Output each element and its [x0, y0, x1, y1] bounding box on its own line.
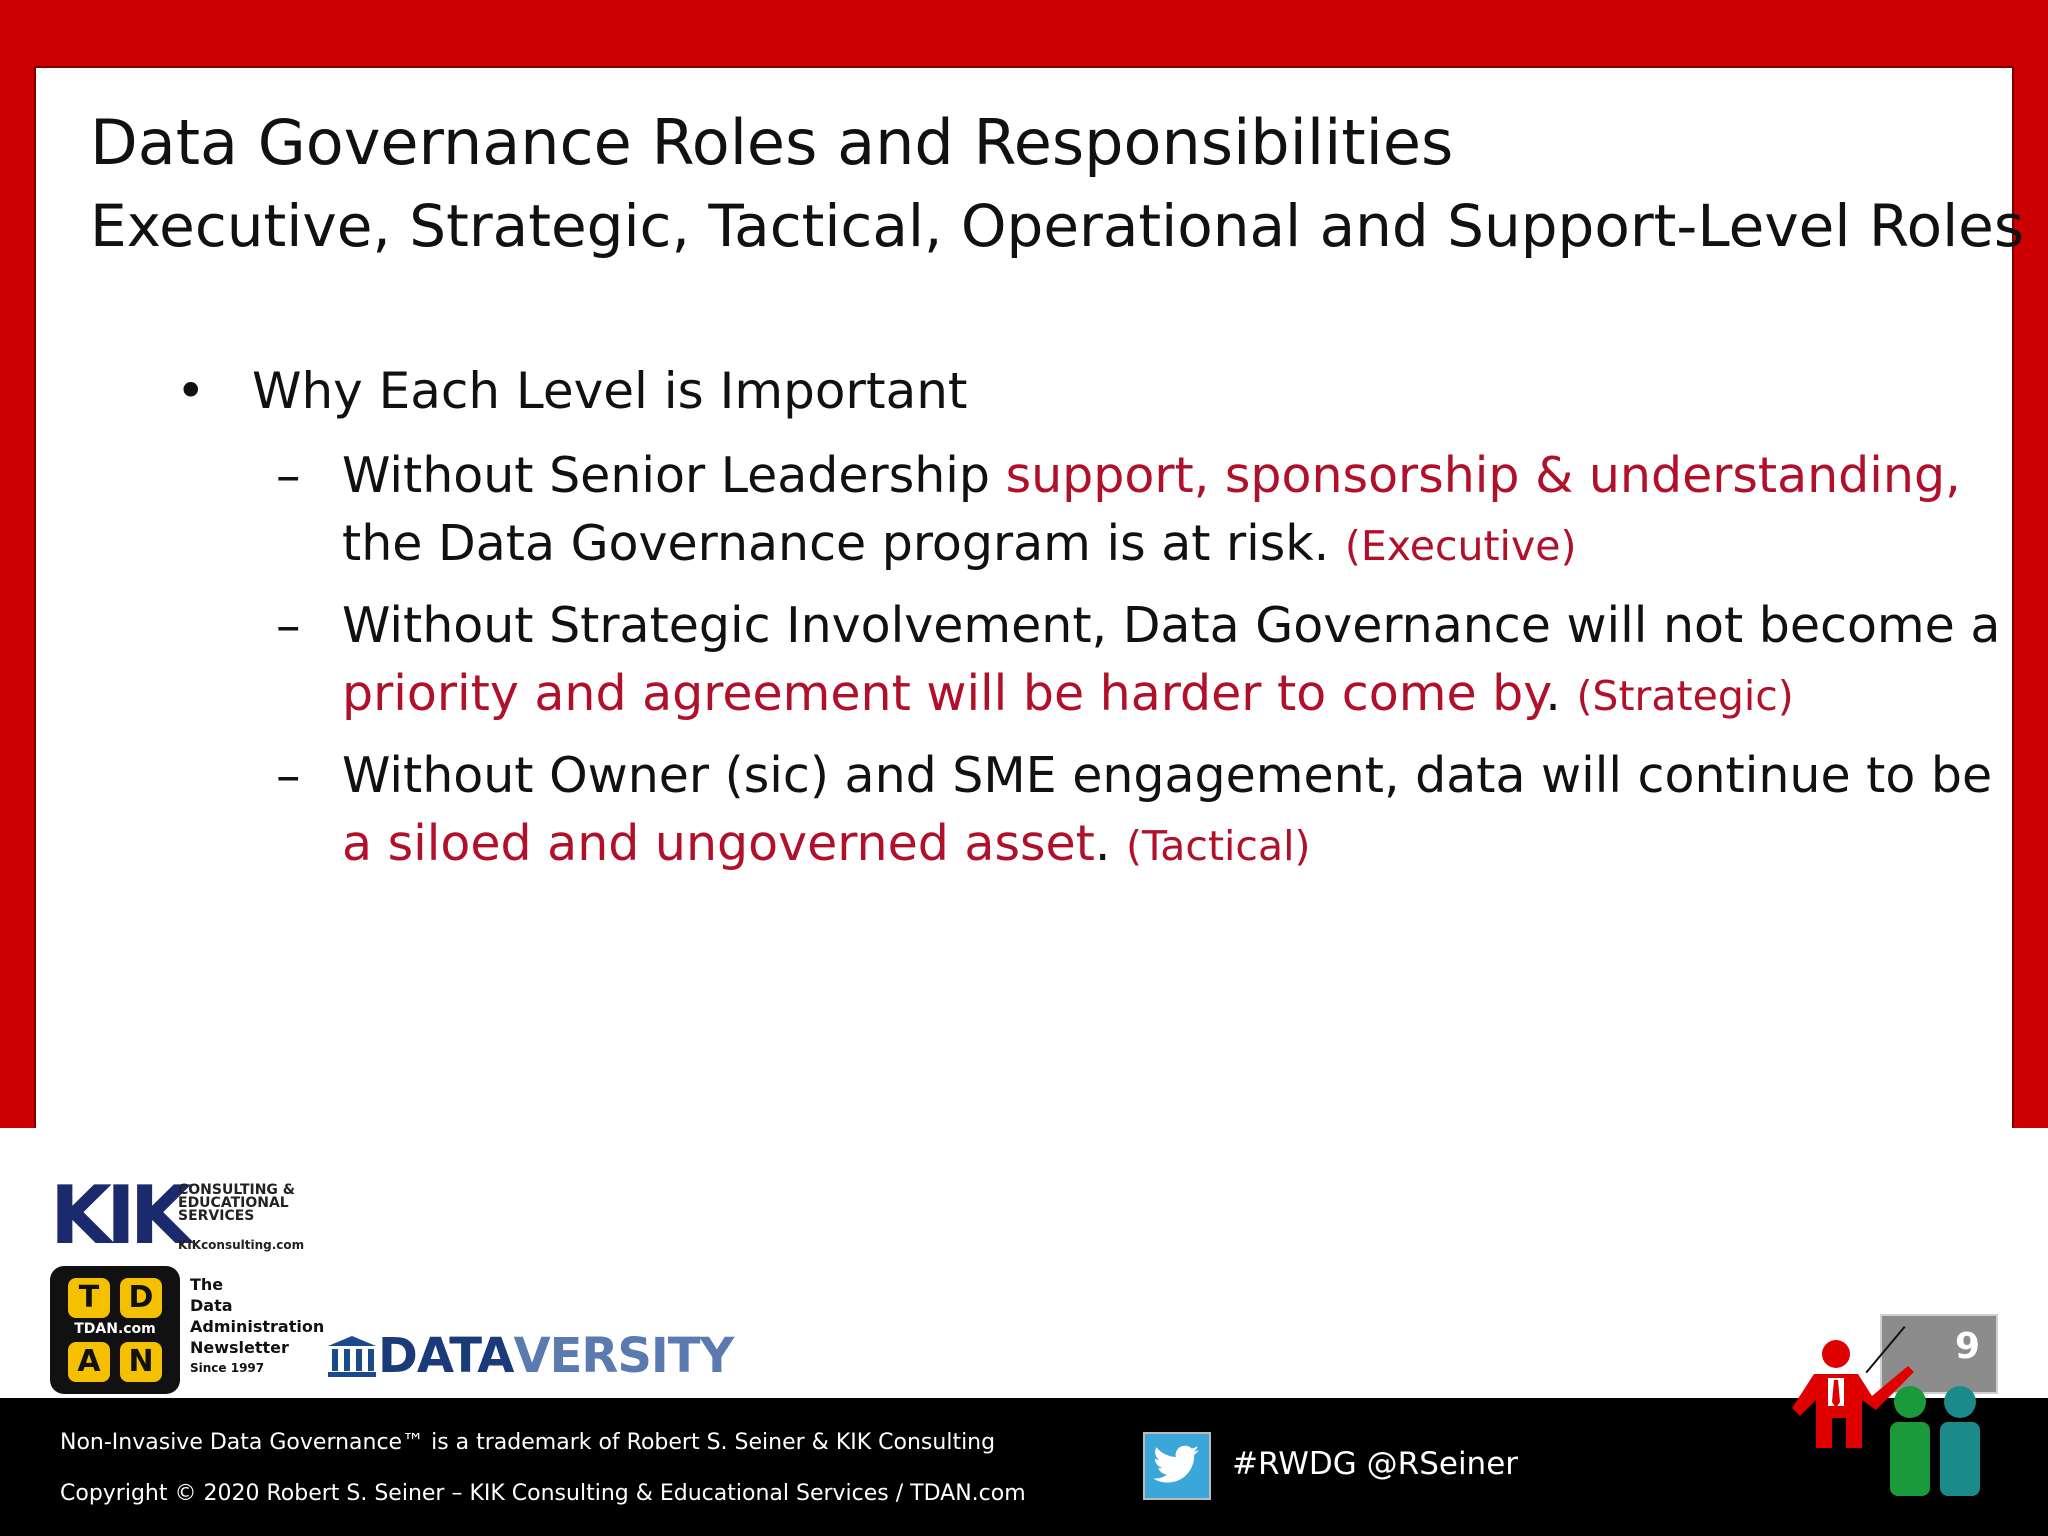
sub-text: Without Owner (sic) and SME engagement, data will continue to be — [342, 747, 1993, 804]
dash: – — [276, 747, 301, 804]
tdan-logo: T D TDAN.com A N — [50, 1266, 180, 1394]
trademark-text: Non-Invasive Data Governance™ is a trademark of Robert S. Seiner & KIK Consulting — [60, 1430, 996, 1455]
level-tag: (Executive) — [1344, 522, 1577, 570]
tdan-logo-text: The Data Administration Newsletter Since 1997 — [190, 1275, 325, 1375]
presenter-icon — [1792, 1338, 1998, 1498]
kik-url: KIKconsulting.com — [178, 1238, 305, 1252]
bullet-item — [176, 362, 968, 420]
level-tag: (Tactical) — [1126, 822, 1311, 870]
dash: – — [276, 447, 301, 504]
copyright-text: Copyright © 2020 Robert S. Seiner – KIK Consulting & Educational Services / TDAN.com — [60, 1481, 1026, 1506]
kik-logo-text: CONSULTING & EDUCATIONAL SERVICES — [178, 1182, 295, 1224]
hashtag-handle: #RWDG @RSeiner — [1232, 1446, 1519, 1482]
sub-emphasis: priority and agreement will be harder to come by — [342, 665, 1546, 722]
twitter-icon[interactable] — [1143, 1432, 1211, 1500]
left-red-border — [0, 66, 36, 1128]
bullet-symbol: • — [176, 362, 206, 420]
sub-text: . — [1094, 815, 1127, 872]
slide-title: Data Governance Roles and Responsibilities — [90, 106, 1454, 179]
footer-bar — [0, 1398, 2048, 1536]
level-tag: (Strategic) — [1576, 672, 1794, 720]
slide-subtitle: Executive, Strategic, Tactical, Operational and Support-Level Roles — [90, 192, 2025, 260]
sub-emphasis: support, sponsorship & understanding, — [1005, 447, 1961, 504]
bullet-text: Why Each Level is Important — [252, 362, 968, 420]
sub-text: the Data Governance program is at risk. — [342, 515, 1345, 572]
page-number: 9 — [1954, 1326, 1980, 1367]
top-red-bar — [0, 0, 2048, 68]
sub-text: Without Senior Leadership — [342, 447, 1006, 504]
sub-emphasis: a siloed and ungoverned asset — [342, 815, 1095, 872]
dash: – — [276, 597, 301, 654]
dataversity-logo: DATAVERSITY — [326, 1328, 733, 1384]
sponsor-logos — [50, 1169, 734, 1395]
sub-text: . — [1545, 665, 1577, 722]
pillars-icon — [326, 1334, 378, 1378]
sub-text: Without Strategic Involvement, Data Governance will not become a — [342, 597, 2001, 654]
kik-logo: KIK — [50, 1169, 186, 1262]
